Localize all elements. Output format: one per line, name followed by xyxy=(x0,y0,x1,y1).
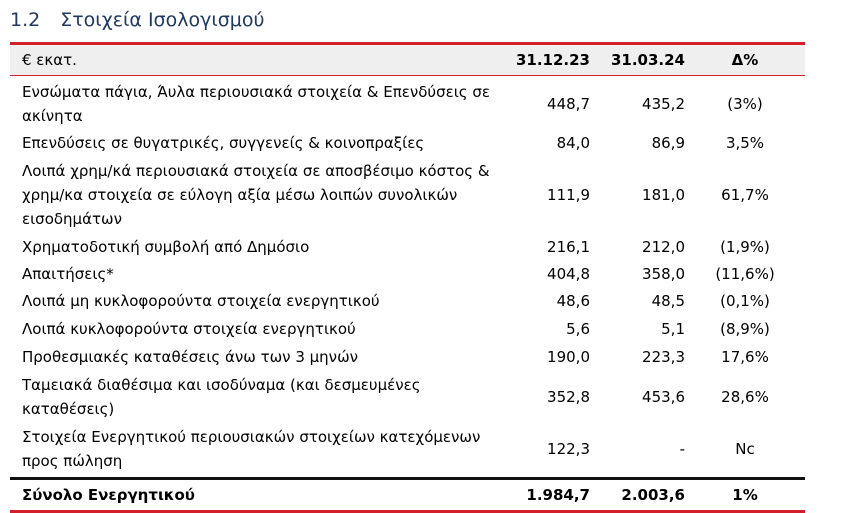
total-row xyxy=(10,477,805,513)
row-value-1: 5,6 xyxy=(566,320,590,338)
row-value-2: 5,1 xyxy=(661,320,685,338)
row-value-2: 86,9 xyxy=(651,134,685,152)
section-title: Στοιχεία Ισολογισμού xyxy=(60,9,265,31)
row-value-2: 453,6 xyxy=(642,388,685,406)
row-value-1: 352,8 xyxy=(547,388,590,406)
table-row xyxy=(10,369,805,421)
row-label: Χρηματοδοτική συμβολή από Δημόσιο xyxy=(22,238,310,256)
row-label: Στοιχεία Ενεργητικού περιουσιακών στοιχείων κατεχόμενων προς πώληση xyxy=(22,428,481,470)
row-value-2: 181,0 xyxy=(642,186,685,204)
row-value-1: 111,9 xyxy=(547,186,590,204)
row-value-1: 84,0 xyxy=(556,134,590,152)
table-body xyxy=(10,76,805,473)
row-change: 28,6% xyxy=(721,388,769,406)
row-label: Ενσώματα πάγια, Άυλα περιουσιακά στοιχεία & Επενδύσεις σε ακίνητα xyxy=(22,83,490,125)
row-value-2: - xyxy=(679,440,685,458)
row-value-1: 190,0 xyxy=(547,348,590,366)
row-label: Προθεσμιακές καταθέσεις άνω των 3 μηνών xyxy=(22,348,359,366)
table-row xyxy=(10,421,805,473)
row-value-1: 48,6 xyxy=(556,292,590,310)
row-change: (3%) xyxy=(727,95,763,113)
header-date-2: 31.03.24 xyxy=(610,51,685,69)
row-value-2: 223,3 xyxy=(642,348,685,366)
row-value-2: 435,2 xyxy=(642,95,685,113)
header-date-1: 31.12.23 xyxy=(515,51,590,69)
table-row xyxy=(10,341,805,369)
table-row xyxy=(10,155,805,231)
row-change: 3,5% xyxy=(725,134,765,152)
row-change: (1,9%) xyxy=(720,238,770,256)
row-change: Nc xyxy=(735,440,755,458)
section-number: 1.2 xyxy=(10,9,41,31)
balance-sheet-table xyxy=(10,42,805,513)
table-row xyxy=(10,313,805,341)
header-unit: € εκατ. xyxy=(22,51,77,69)
row-change: (11,6%) xyxy=(715,265,775,283)
row-value-2: 48,5 xyxy=(651,292,685,310)
row-change: 61,7% xyxy=(721,186,769,204)
table-row xyxy=(10,259,805,286)
table-header xyxy=(10,42,805,76)
total-value-2: 2.003,6 xyxy=(621,486,685,504)
row-label: Λοιπά κυκλοφορούντα στοιχεία ενεργητικού xyxy=(22,320,356,338)
row-label: Απαιτήσεις* xyxy=(22,265,114,283)
row-value-1: 404,8 xyxy=(547,265,590,283)
section-heading xyxy=(10,6,265,34)
row-value-1: 122,3 xyxy=(547,440,590,458)
row-change: (8,9%) xyxy=(720,320,770,338)
row-label: Επενδύσεις σε θυγατρικές, συγγενείς & κοινοπραξίες xyxy=(22,134,425,152)
total-label: Σύνολο Ενεργητικού xyxy=(22,486,195,504)
row-label: Λοιπά μη κυκλοφορούντα στοιχεία ενεργητικού xyxy=(22,292,380,310)
row-value-2: 212,0 xyxy=(642,238,685,256)
row-change: 17,6% xyxy=(721,348,769,366)
total-value-1: 1.984,7 xyxy=(526,486,590,504)
table-row xyxy=(10,231,805,259)
row-value-1: 448,7 xyxy=(547,95,590,113)
header-change: Δ% xyxy=(731,51,759,69)
row-label: Λοιπά χρημ/κά περιουσιακά στοιχεία σε αποσβέσιμο κόστος & χρημ/κα στοιχεία σε εύλογη αξία μέσω λοιπών συνολικών εισοδημάτων xyxy=(22,162,490,228)
table-row xyxy=(10,286,805,313)
table-row xyxy=(10,76,805,128)
total-change: 1% xyxy=(732,486,758,504)
row-change: (0,1%) xyxy=(720,292,770,310)
row-value-1: 216,1 xyxy=(547,238,590,256)
row-value-2: 358,0 xyxy=(642,265,685,283)
table-row xyxy=(10,128,805,155)
row-label: Ταμειακά διαθέσιμα και ισοδύναμα (και δεσμευμένες καταθέσεις) xyxy=(22,376,421,418)
